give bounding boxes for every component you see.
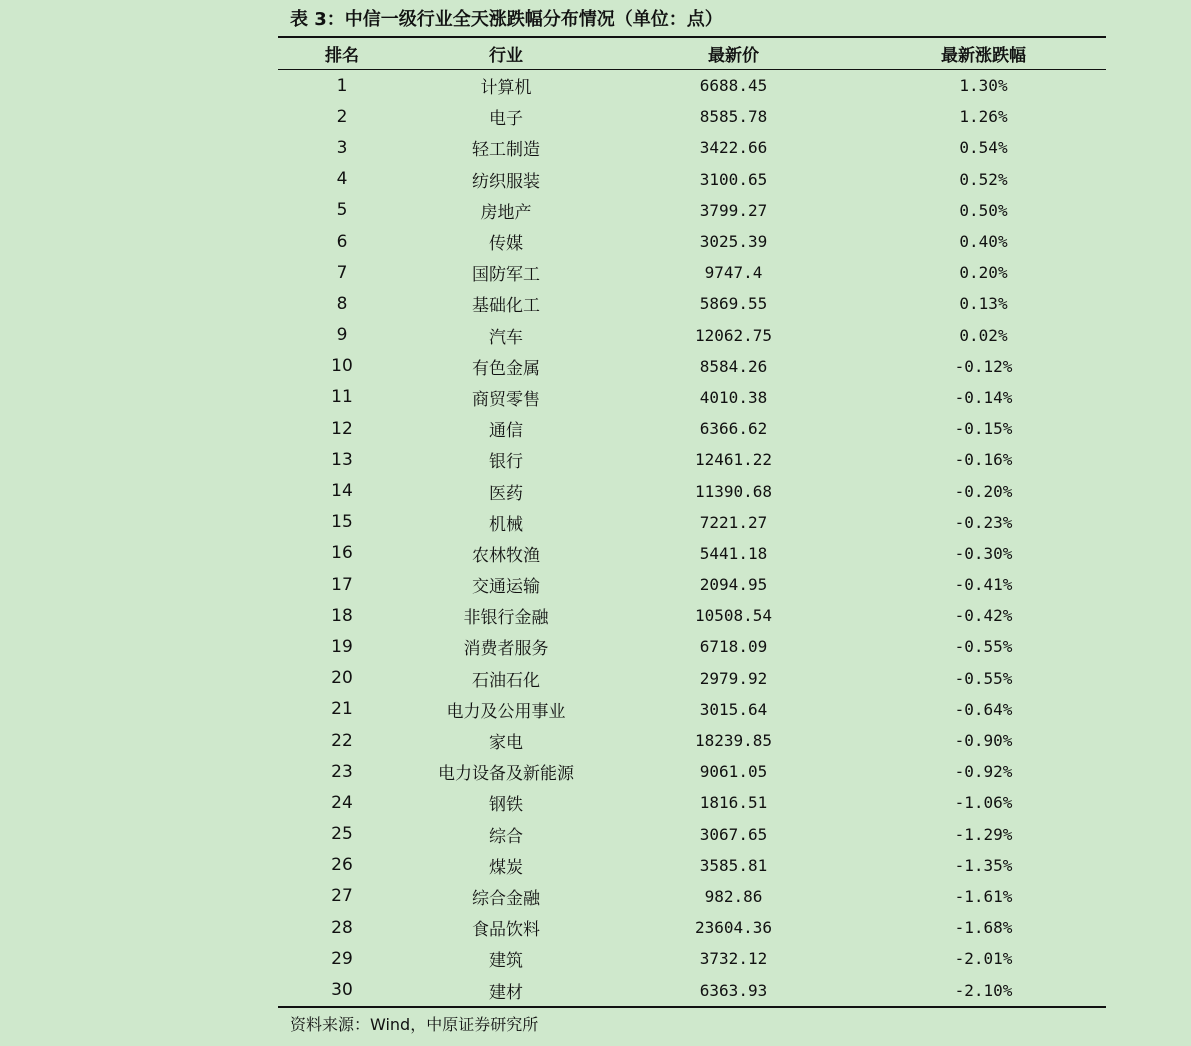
table-row xyxy=(278,101,1106,132)
cell-price: 3732.12 xyxy=(699,949,768,969)
cell-rank: 27 xyxy=(331,886,353,907)
cell-rank: 6 xyxy=(336,231,348,252)
cell-change: -0.30% xyxy=(954,543,1013,563)
cell-change: -0.55% xyxy=(954,637,1013,657)
cell-industry: 纺织服装 xyxy=(472,171,540,192)
table-row xyxy=(278,538,1106,569)
cell-change: -0.90% xyxy=(954,731,1013,751)
cell-rank: 16 xyxy=(331,543,353,564)
cell-change: -0.92% xyxy=(954,762,1013,782)
cell-change: -0.20% xyxy=(954,481,1013,501)
cell-price: 3422.66 xyxy=(699,138,768,158)
table-row xyxy=(278,288,1106,319)
cell-price: 6366.62 xyxy=(699,419,768,439)
header-change: 最新涨跌幅 xyxy=(941,46,1026,66)
cell-industry: 国防军工 xyxy=(472,265,540,286)
table-row xyxy=(278,600,1106,631)
table-header-row xyxy=(278,37,1106,70)
cell-price: 6718.09 xyxy=(699,637,768,657)
cell-price: 5869.55 xyxy=(699,294,768,314)
header-industry: 行业 xyxy=(489,46,523,66)
cell-industry: 交通运输 xyxy=(472,577,540,598)
table-row xyxy=(278,195,1106,226)
cell-change: -0.14% xyxy=(954,387,1013,407)
table-row xyxy=(278,164,1106,195)
cell-rank: 11 xyxy=(331,387,353,408)
cell-change: -0.15% xyxy=(954,419,1013,439)
cell-rank: 1 xyxy=(336,75,348,96)
table-row xyxy=(278,756,1106,787)
cell-industry: 通信 xyxy=(489,421,523,442)
cell-rank: 14 xyxy=(331,481,353,502)
table-row xyxy=(278,475,1106,506)
cell-price: 8585.78 xyxy=(699,107,768,127)
cell-industry: 电子 xyxy=(489,109,523,130)
cell-price: 4010.38 xyxy=(699,387,768,407)
table-row xyxy=(278,569,1106,600)
cell-price: 11390.68 xyxy=(694,481,773,501)
cell-industry: 机械 xyxy=(489,514,523,535)
source-note: 资料来源：Wind，中原证券研究所 xyxy=(290,1014,539,1034)
cell-price: 2979.92 xyxy=(699,668,768,688)
table-row xyxy=(278,70,1106,102)
cell-change: -0.55% xyxy=(954,668,1013,688)
cell-change: -2.10% xyxy=(954,980,1013,1000)
cell-rank: 19 xyxy=(331,636,353,657)
cell-industry: 轻工制造 xyxy=(472,140,540,161)
table-row xyxy=(278,725,1106,756)
cell-change: 0.52% xyxy=(959,169,1008,189)
cell-rank: 4 xyxy=(336,169,348,190)
cell-industry: 钢铁 xyxy=(489,795,523,816)
cell-price: 12062.75 xyxy=(694,325,773,345)
cell-industry: 非银行金融 xyxy=(463,608,549,629)
header-price: 最新价 xyxy=(708,46,759,66)
cell-price: 6688.45 xyxy=(699,76,768,96)
table-row xyxy=(278,320,1106,351)
cell-change: 0.20% xyxy=(959,263,1008,283)
cell-change: 0.40% xyxy=(959,232,1008,252)
cell-change: -0.16% xyxy=(954,450,1013,470)
cell-industry: 石油石化 xyxy=(472,670,540,691)
cell-rank: 22 xyxy=(331,730,353,751)
cell-change: -1.35% xyxy=(954,855,1013,875)
cell-price: 7221.27 xyxy=(699,512,768,532)
table-body xyxy=(278,70,1106,1007)
cell-price: 6363.93 xyxy=(699,980,768,1000)
cell-price: 8584.26 xyxy=(699,356,768,376)
cell-rank: 26 xyxy=(331,855,353,876)
table-container xyxy=(278,4,1106,1035)
cell-price: 3067.65 xyxy=(699,824,768,844)
table-row xyxy=(278,413,1106,444)
cell-rank: 3 xyxy=(336,137,348,158)
cell-change: -1.61% xyxy=(954,886,1013,906)
cell-rank: 12 xyxy=(331,418,353,439)
cell-rank: 29 xyxy=(331,948,353,969)
cell-price: 12461.22 xyxy=(694,450,773,470)
cell-industry: 建材 xyxy=(489,982,523,1003)
cell-rank: 13 xyxy=(331,449,353,470)
cell-rank: 21 xyxy=(331,699,353,720)
cell-industry: 计算机 xyxy=(480,78,532,99)
table-row xyxy=(278,881,1106,912)
table-title: 表 3：中信一级行业全天涨跌幅分布情况（单位：点） xyxy=(290,9,723,30)
cell-price: 9061.05 xyxy=(699,762,768,782)
cell-rank: 5 xyxy=(336,200,348,221)
cell-rank: 24 xyxy=(331,792,353,813)
cell-change: 0.02% xyxy=(959,325,1008,345)
cell-industry: 房地产 xyxy=(480,202,532,223)
cell-rank: 23 xyxy=(331,761,353,782)
table-row xyxy=(278,132,1106,163)
cell-price: 9747.4 xyxy=(704,263,763,283)
header-rank: 排名 xyxy=(325,46,359,66)
cell-rank: 2 xyxy=(336,106,348,127)
cell-rank: 15 xyxy=(331,512,353,533)
table-row xyxy=(278,694,1106,725)
cell-change: 0.54% xyxy=(959,138,1008,158)
cell-price: 1816.51 xyxy=(699,793,768,813)
cell-industry: 家电 xyxy=(489,733,523,754)
cell-industry: 综合 xyxy=(489,826,523,847)
cell-rank: 30 xyxy=(331,980,353,1001)
cell-change: 0.50% xyxy=(959,200,1008,220)
cell-rank: 18 xyxy=(331,605,353,626)
cell-industry: 有色金属 xyxy=(472,358,540,379)
table-row xyxy=(278,631,1106,662)
cell-industry: 银行 xyxy=(489,452,523,473)
table-row xyxy=(278,943,1106,974)
cell-change: -0.12% xyxy=(954,356,1013,376)
industry-table xyxy=(278,36,1106,1008)
cell-rank: 8 xyxy=(336,293,348,314)
cell-price: 3025.39 xyxy=(699,232,768,252)
cell-change: -1.68% xyxy=(954,918,1013,938)
cell-industry: 食品饮料 xyxy=(472,920,540,941)
cell-industry: 电力设备及新能源 xyxy=(438,764,574,785)
table-row xyxy=(278,850,1106,881)
table-row xyxy=(278,226,1106,257)
cell-industry: 电力及公用事业 xyxy=(446,701,566,722)
cell-rank: 17 xyxy=(331,574,353,595)
cell-industry: 基础化工 xyxy=(472,296,540,317)
cell-industry: 商贸零售 xyxy=(472,389,540,410)
cell-price: 3015.64 xyxy=(699,699,768,719)
cell-industry: 传媒 xyxy=(489,234,523,255)
table-row xyxy=(278,819,1106,850)
cell-price: 18239.85 xyxy=(694,731,773,751)
cell-rank: 28 xyxy=(331,917,353,938)
table-row xyxy=(278,663,1106,694)
cell-change: -1.29% xyxy=(954,824,1013,844)
table-row xyxy=(278,787,1106,818)
cell-industry: 消费者服务 xyxy=(463,639,549,660)
cell-price: 3799.27 xyxy=(699,200,768,220)
cell-price: 23604.36 xyxy=(694,918,773,938)
cell-industry: 综合金融 xyxy=(472,888,540,909)
cell-price: 5441.18 xyxy=(699,543,768,563)
cell-change: 0.13% xyxy=(959,294,1008,314)
cell-rank: 25 xyxy=(331,824,353,845)
cell-rank: 20 xyxy=(331,668,353,689)
cell-change: -0.41% xyxy=(954,575,1013,595)
cell-price: 982.86 xyxy=(704,886,763,906)
table-row xyxy=(278,974,1106,1006)
cell-industry: 农林牧渔 xyxy=(472,545,540,566)
cell-industry: 医药 xyxy=(489,483,523,504)
cell-change: -0.64% xyxy=(954,699,1013,719)
table-row xyxy=(278,507,1106,538)
cell-change: -2.01% xyxy=(954,949,1013,969)
cell-change: -0.23% xyxy=(954,512,1013,532)
table-row xyxy=(278,912,1106,943)
table-row xyxy=(278,351,1106,382)
cell-rank: 10 xyxy=(331,356,353,377)
cell-change: -1.06% xyxy=(954,793,1013,813)
cell-rank: 9 xyxy=(336,325,348,346)
cell-rank: 7 xyxy=(336,262,348,283)
cell-industry: 汽车 xyxy=(489,327,523,348)
table-row xyxy=(278,444,1106,475)
cell-change: 1.30% xyxy=(959,76,1008,96)
cell-price: 3585.81 xyxy=(699,855,768,875)
cell-industry: 煤炭 xyxy=(489,857,523,878)
cell-change: -0.42% xyxy=(954,606,1013,626)
cell-price: 3100.65 xyxy=(699,169,768,189)
table-row xyxy=(278,257,1106,288)
cell-price: 2094.95 xyxy=(699,575,768,595)
table-row xyxy=(278,382,1106,413)
cell-industry: 建筑 xyxy=(489,951,523,972)
cell-price: 10508.54 xyxy=(694,606,773,626)
cell-change: 1.26% xyxy=(959,107,1008,127)
